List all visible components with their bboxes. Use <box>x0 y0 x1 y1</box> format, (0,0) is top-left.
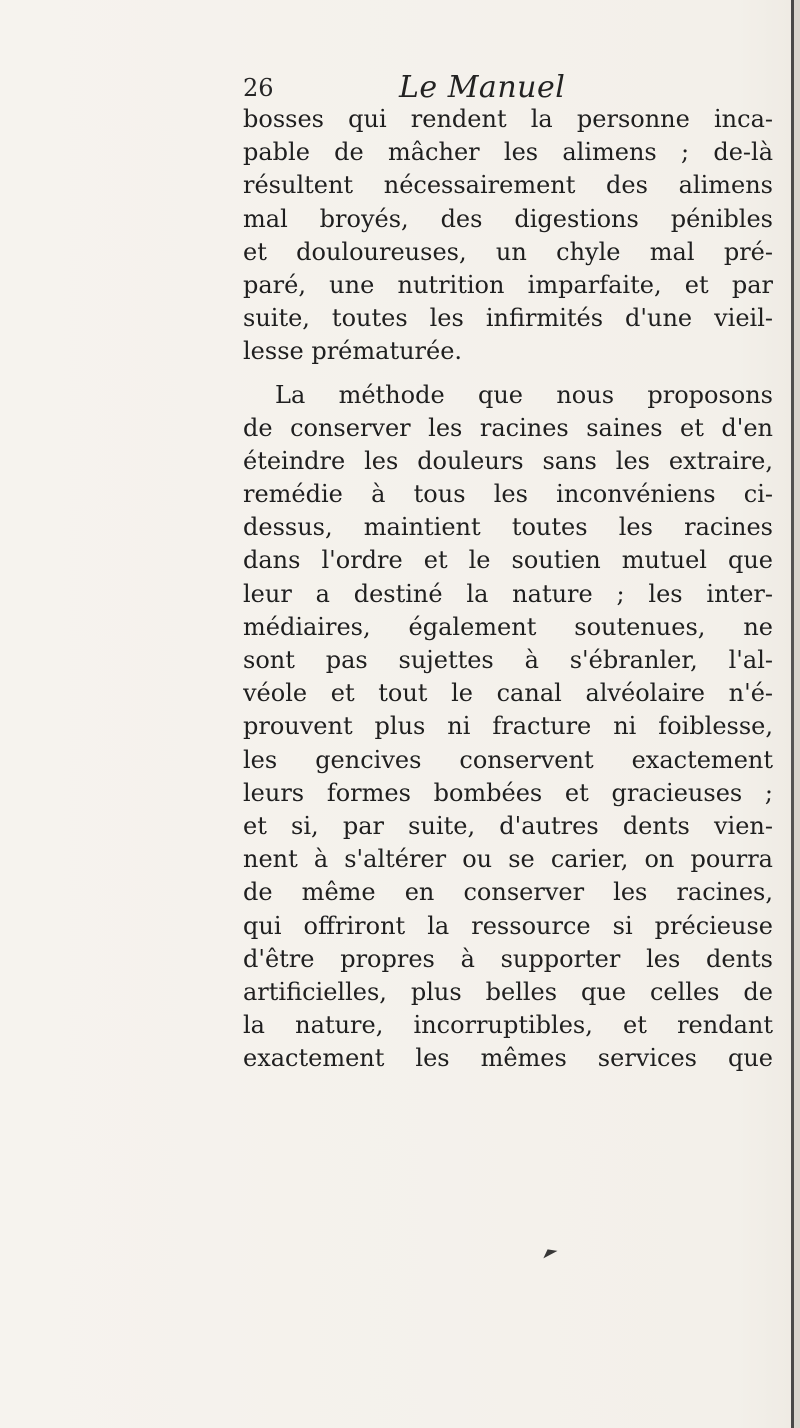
text-line: exactement les mêmes services que <box>243 1044 773 1073</box>
text-line: dans l'ordre et le soutien mutuel que <box>243 546 773 575</box>
text-line: de conserver les racines saines et d'en <box>243 413 773 442</box>
text-line: suite, toutes les infirmités d'une vieil- <box>243 304 773 333</box>
text-line: remédie à tous les inconvéniens ci- <box>243 480 773 509</box>
text-line: paré, une nutrition imparfaite, et par <box>243 270 773 299</box>
text-line: véole et tout le canal alvéolaire n'é- <box>243 679 773 708</box>
page-edge-shadow <box>794 0 800 1428</box>
text-line: de même en conserver les racines, <box>243 878 773 907</box>
text-line: médiaires, également soutenues, ne <box>243 612 773 641</box>
body-text <box>243 103 773 1075</box>
text-line: sont pas sujettes à s'ébranler, l'al- <box>243 646 773 674</box>
page-number: 26 <box>243 74 274 102</box>
text-line: bosses qui rendent la personne inca- <box>243 105 773 133</box>
text-line: mal broyés, des digestions pénibles <box>243 204 773 233</box>
text-line: leurs formes bombées et gracieuses ; <box>243 778 773 807</box>
running-title: Le Manuel <box>399 70 566 105</box>
text-line: nent à s'altérer ou se carier, on pourra <box>243 845 773 874</box>
text-line: la nature, incorruptibles, et rendant <box>243 1011 773 1040</box>
text-line: artificielles, plus belles que celles de <box>243 977 773 1006</box>
text-line: qui offriront la ressource si précieuse <box>243 911 773 940</box>
text-line: d'être propres à supporter les dents <box>243 944 773 973</box>
text-line: leur a destiné la nature ; les inter- <box>243 579 773 608</box>
paragraph-gap <box>243 369 773 379</box>
text-line: lesse prématurée. <box>243 337 463 366</box>
page-edge-line <box>791 0 794 1428</box>
text-line: dessus, maintient toutes les racines <box>243 513 773 542</box>
ink-mark <box>541 1246 558 1259</box>
text-line: et si, par suite, d'autres dents vien- <box>243 811 773 840</box>
text-line: prouvent plus ni fracture ni foiblesse, <box>243 712 773 741</box>
text-line: résultent nécessairement des alimens <box>243 171 773 200</box>
text-line: et douloureuses, un chyle mal pré- <box>243 237 773 266</box>
text-line: éteindre les douleurs sans les extraire, <box>243 446 773 475</box>
text-line: pable de mâcher les alimens ; de-là <box>243 138 773 167</box>
text-line: La méthode que nous proposons <box>275 380 773 409</box>
text-line: les gencives conservent exactement <box>243 745 773 774</box>
